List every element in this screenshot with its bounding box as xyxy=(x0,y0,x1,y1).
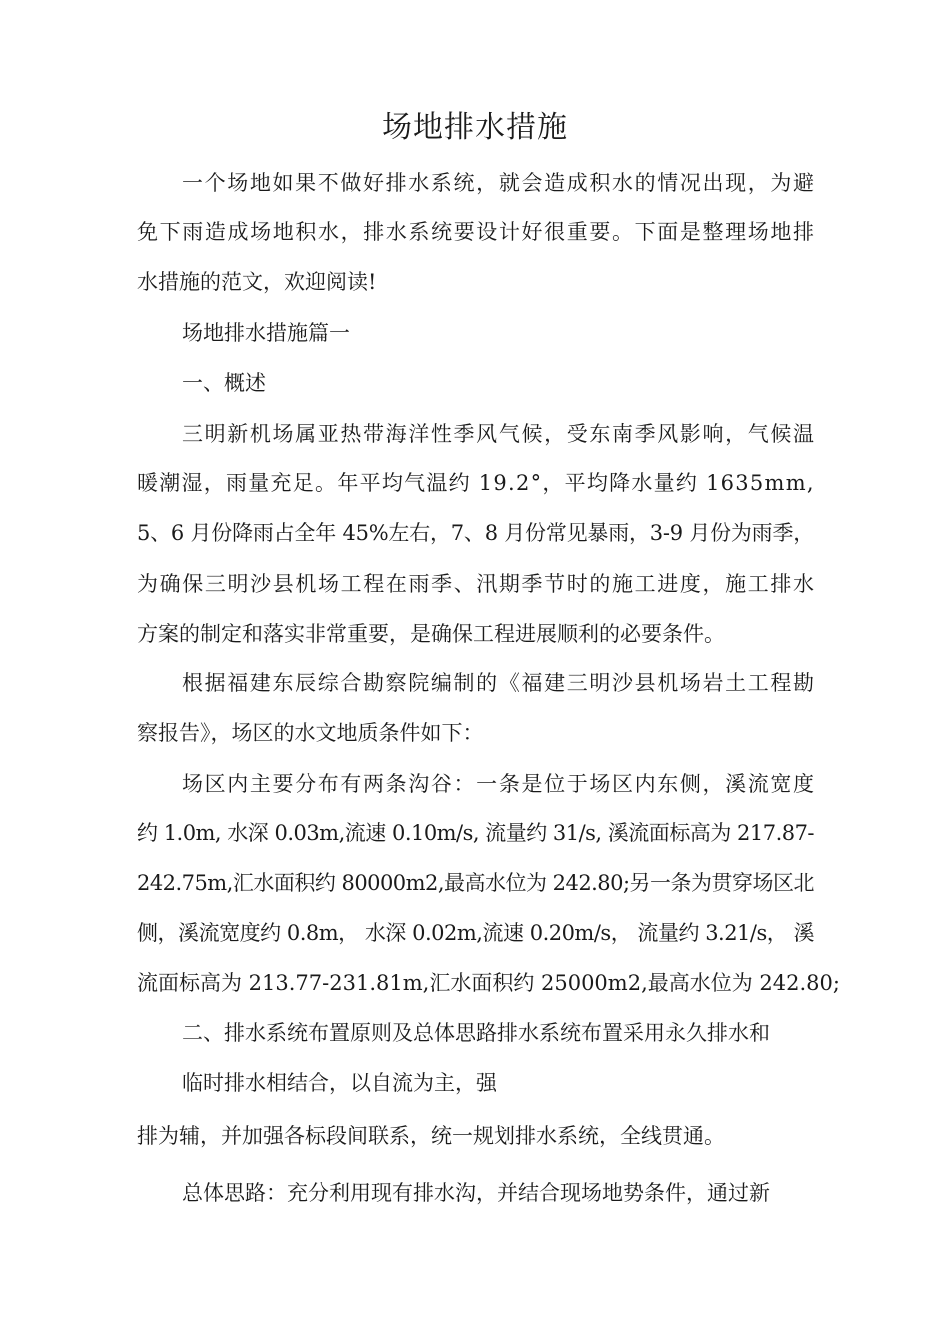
paragraph-line: 临时排水相结合，以自流为主，强 xyxy=(182,1071,497,1095)
document-title: 场地排水措施 xyxy=(382,110,568,145)
paragraph-line: 三明新机场属亚热带海洋性季风气候，受东南季风影响，气候温 xyxy=(182,422,816,446)
paragraph-line: 暖潮湿，雨量充足。年平均气温约 19.2°，平均降水量约 1635mm, xyxy=(137,471,815,495)
section-heading: 场地排水措施篇一 xyxy=(182,321,350,345)
paragraph-line: 水措施的范文，欢迎阅读! xyxy=(137,270,377,294)
paragraph-line: 流面标高为 213.77-231.81m,汇水面积约 25000m2,最高水位为 242.80; xyxy=(137,971,840,995)
paragraph-line: 排为辅，并加强各标段间联系，统一规划排水系统，全线贯通。 xyxy=(137,1124,725,1148)
section-heading: 一、概述 xyxy=(182,371,266,395)
paragraph-line: 免下雨造成场地积水，排水系统要设计好很重要。下面是整理场地排 xyxy=(137,220,816,244)
paragraph-line: 为确保三明沙县机场工程在雨季、汛期季节时的施工进度，施工排水 xyxy=(137,572,816,596)
paragraph-line: 方案的制定和落实非常重要，是确保工程进展顺利的必要条件。 xyxy=(137,622,725,646)
paragraph-line: 242.75m,汇水面积约 80000m2,最高水位为 242.80;另一条为贯穿场区北 xyxy=(137,871,814,895)
paragraph-line: 根据福建东辰综合勘察院编制的《福建三明沙县机场岩土工程勘 xyxy=(182,671,816,695)
paragraph-line: 总体思路：充分利用现有排水沟，并结合现场地势条件，通过新 xyxy=(182,1181,770,1205)
paragraph-line: 一个场地如果不做好排水系统，就会造成积水的情况出现，为避 xyxy=(182,171,816,195)
paragraph-line: 5、6 月份降雨占全年 45%左右，7、8 月份常见暴雨，3-9 月份为雨季， xyxy=(137,521,814,545)
paragraph-line: 侧，溪流宽度约 0.8m， 水深 0.02m,流速 0.20m/s， 流量约 3.21/s， 溪 xyxy=(137,921,814,945)
paragraph-line: 二、排水系统布置原则及总体思路排水系统布置采用永久排水和 xyxy=(182,1021,770,1045)
paragraph-line: 察报告》，场区的水文地质条件如下： xyxy=(137,721,484,745)
paragraph-line: 场区内主要分布有两条沟谷：一条是位于场区内东侧，溪流宽度 xyxy=(182,772,816,796)
paragraph-line: 约 1.0m, 水深 0.03m,流速 0.10m/s, 流量约 31/s, 溪流面标高为 217.87- xyxy=(137,821,814,845)
